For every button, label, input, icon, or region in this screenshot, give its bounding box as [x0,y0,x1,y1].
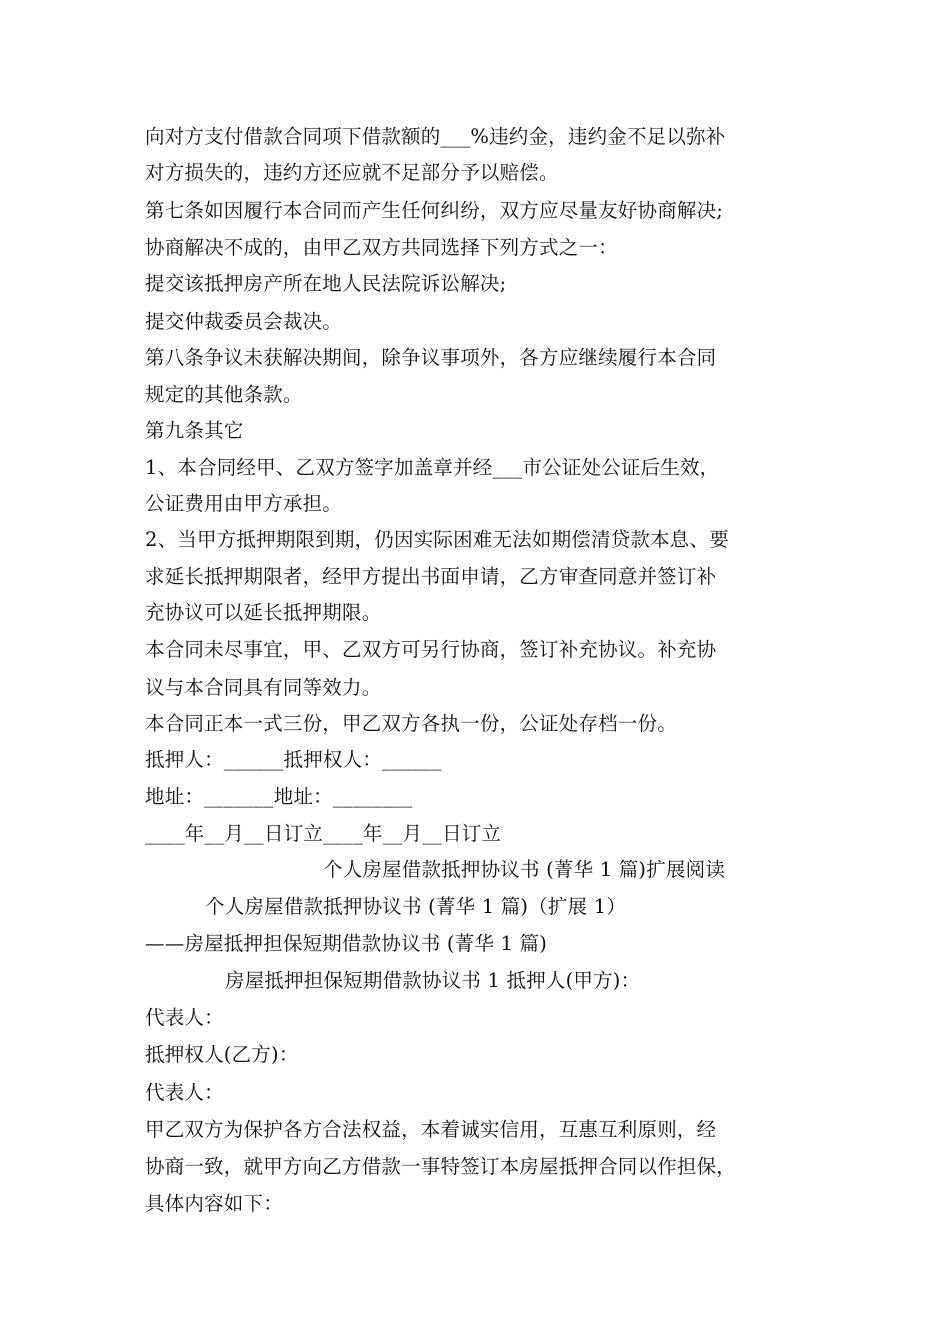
text-line: 第八条争议未获解决期间，除争议事项外，各方应继续履行本合同 [145,346,717,369]
text-line: 代表人： [145,1081,224,1104]
section-heading: 房屋抵押担保短期借款协议书 1 抵押人(甲方)： [225,969,641,992]
text-line: 议与本合同具有同等效力。 [145,676,382,699]
text-line: 2、当甲方抵押期限到期，仍因实际困难无法如期偿清贷款本息、要 [145,528,729,551]
text-line: 对方损失的，违约方还应就不足部分予以赔偿。 [145,161,559,184]
text-line: 协商解决不成的，由甲乙双方共同选择下列方式之一： [145,236,618,259]
section-heading: 个人房屋借款抵押协议书 (菁华 1 篇)扩展阅读 [323,858,726,881]
section-heading: 个人房屋借款抵押协议书 (菁华 1 篇)（扩展 1） [205,895,627,918]
text-line: 第九条其它 [145,419,244,442]
text-line: 向对方支付借款合同项下借款额的___%违约金，违约金不足以弥补 [145,125,726,148]
address-line: 地址：_______地址：________ [145,785,413,808]
text-line: 本合同未尽事宜，甲、乙双方可另行协商，签订补充协议。补充协 [145,638,717,661]
text-line: 公证费用由甲方承担。 [145,492,343,515]
text-line: 1、本合同经甲、乙双方签字加盖章并经___市公证处公证后生效， [145,456,720,479]
text-line: 代表人： [145,1006,224,1029]
date-line: ____年__月__日订立____年__月__日订立 [145,822,502,845]
text-line: 协商一致，就甲方向乙方借款一事特签订本房屋抵押合同以作担保， [145,1155,737,1178]
section-heading: ——房屋抵押担保短期借款协议书 (菁华 1 篇) [145,932,548,955]
text-line: 具体内容如下： [145,1192,283,1215]
text-line: 抵押权人(乙方)： [145,1043,299,1066]
text-line: 提交仲裁委员会裁决。 [145,310,343,333]
text-line: 甲乙双方为保护各方合法权益，本着诚实信用，互惠互利原则，经 [145,1118,717,1141]
signature-line: 抵押人：______抵押权人：______ [145,748,442,771]
text-line: 求延长抵押期限者，经甲方提出书面申请，乙方审查同意并签订补 [145,565,717,588]
text-line: 第七条如因履行本合同而产生任何纠纷，双方应尽量友好协商解决; [145,199,724,222]
text-line: 本合同正本一式三份，甲乙双方各执一份，公证处存档一份。 [145,712,677,735]
text-line: 提交该抵押房产所在地人民法院诉讼解决; [145,272,507,295]
text-line: 充协议可以延长抵押期限。 [145,601,382,624]
text-line: 规定的其他条款。 [145,383,303,406]
